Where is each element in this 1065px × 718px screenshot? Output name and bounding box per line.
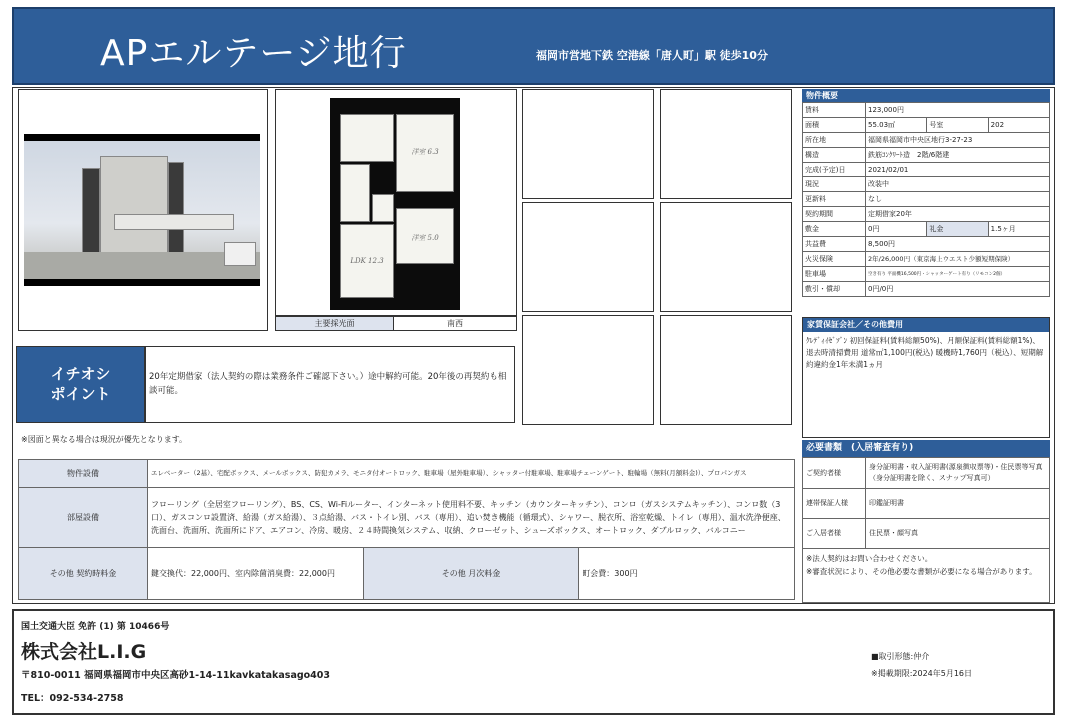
company-footer	[12, 609, 1055, 715]
contractor-docs: 身分証明書・収入証明書(源泉徴収票等)・住民票等写真（身分証明書を除く、スナップ写真可）	[866, 458, 1050, 489]
spec-key: 駐車場	[803, 266, 866, 281]
spec-key: 賃料	[803, 103, 866, 118]
photo-slot	[660, 202, 792, 312]
room-western-2: 洋室 5.0	[396, 208, 454, 264]
highlight-text: 20年定期借家（法人契約の際は業務条件ご確認下さい。）途中解約可能。20年後の再契約も相談可能。	[145, 346, 515, 423]
building-equipment: エレベーター（2基）、宅配ボックス、メールボックス、防犯カメラ、モニタ付オートロック、駐車場（屋外駐車場）、シャッター付駐車場、駐車場チェーンゲート、駐輪場（無料(月額料金)）、プロパンガス	[148, 460, 795, 488]
exterior-photo[interactable]	[24, 134, 260, 286]
highlight-badge	[16, 346, 145, 423]
exterior-photo-frame	[18, 89, 268, 331]
highlight-title-1: イチオシ	[50, 365, 111, 383]
spec-key: 契約期間	[803, 207, 866, 222]
listing-deadline: ※掲載期限:2024年5月16日	[871, 669, 973, 678]
term-value: 定期借家20年	[866, 207, 1050, 222]
room-western-1: 洋室 6.3	[396, 114, 454, 192]
built-date-value: 2021/02/01	[866, 162, 1050, 177]
spec-key: 面積	[803, 117, 866, 132]
spec-key: 敷引・償却	[803, 281, 866, 296]
company-name: 株式会社L.I.G	[21, 641, 147, 663]
spec-key: 共益費	[803, 237, 866, 252]
structure-value: 鉄筋ｺﾝｸﾘｰﾄ造 2階/6階建	[866, 147, 1050, 162]
equipment-key: 部屋設備	[19, 488, 148, 548]
docs-note-1: ※法人契約はお問い合わせください。	[806, 554, 933, 563]
doc-key: 連帯保証人様	[803, 489, 866, 519]
photo-slot	[522, 202, 654, 312]
disclaimer-note: ※図面と異なる場合は現況が優先となります。	[21, 435, 188, 444]
status-value: 改装中	[866, 177, 1050, 192]
photo-slot	[660, 315, 792, 425]
room-ldk: LDK 12.3	[340, 224, 394, 298]
renewal-value: なし	[866, 192, 1050, 207]
equipment-key: 物件設備	[19, 460, 148, 488]
spec-key: 構造	[803, 147, 866, 162]
header-banner	[12, 7, 1055, 85]
guarantee-text: ｸﾚﾃﾞｨｲｾﾞｿﾞﾝ 初回保証料(賃料総額50%)、月額保証料(賃料総額1%)、退去時清掃費用 道常㎡1,100円(税込) 暖機時1,760円（税込）、短期解約違約金1年未満1ヵ月	[806, 336, 1044, 369]
parking-value: 空き有り 平面機16,500円・シャッターゲート有り（リモコン2個）	[866, 266, 1050, 281]
photo-slot	[522, 315, 654, 425]
address-value: 福岡県福岡市中央区地行3-27-23	[866, 132, 1050, 147]
photo-slot	[522, 89, 654, 199]
property-title: APエルテージ地行	[100, 33, 407, 74]
doc-key: ご入居者様	[803, 519, 866, 549]
docs-header: 必要書類 (入居審査有り)	[802, 440, 1050, 457]
main-panel	[12, 87, 1055, 604]
company-phone[interactable]: TEL：092-534-2758	[21, 693, 124, 704]
docs-footnote	[802, 549, 1050, 603]
guarantee-header: 家賃保証会社／その他費用	[803, 318, 1049, 332]
spec-key: 敷金	[803, 222, 866, 237]
spec-key: 号室	[927, 117, 988, 132]
light-direction-row	[275, 316, 517, 331]
monthly-fees: 町会費：300円	[579, 548, 795, 600]
spec-key: 所在地	[803, 132, 866, 147]
light-label: 主要採光面	[276, 317, 394, 330]
required-documents	[802, 440, 1050, 603]
spec-key: 更新料	[803, 192, 866, 207]
transaction-type: ■取引形態:仲介	[871, 652, 930, 661]
deduction-value: 0円/0円	[866, 281, 1050, 296]
highlight-title-2: ポイント	[50, 385, 111, 403]
equipment-key: その他 契約時料金	[19, 548, 148, 600]
property-summary	[802, 89, 1050, 297]
contract-fees: 鍵交換代：22,000円、室内除菌消臭費：22,000円	[148, 548, 364, 600]
common-fee-value: 8,500円	[866, 237, 1050, 252]
area-value: 55.03㎡	[866, 117, 927, 132]
photo-slot	[660, 89, 792, 199]
license-number: 国土交通大臣 免許 (1) 第 10466号	[21, 622, 170, 632]
equipment-key: その他 月次料金	[363, 548, 579, 600]
room-equipment: フローリング（全居室フローリング）、BS、CS、Wi-Fiルーター、インターネット使用料不要、キッチン（カウンターキッチン）、コンロ（ガスシステムキッチン）、コンロ数（3口）、ガスコンロ設置済、給湯（ガス給湯）、３点給湯、バス・トイレ別、バス（専用）、追い焚き機能（循環式）、シャワー、脱衣所、浴室乾燥、トイレ（専用）、温水洗浄便座、洗面台、洗面所、洗面所にドア、エアコン、冷房、暖房、２４時間換気システム、収納、クローゼット、シューズボックス、オートロック、ダブルロック、バルコニー	[148, 488, 795, 548]
light-value: 南西	[447, 319, 463, 328]
spec-key: 火災保険	[803, 251, 866, 266]
deposit-value: 0円	[866, 222, 927, 237]
spec-key: 現況	[803, 177, 866, 192]
room-number-value: 202	[988, 117, 1049, 132]
floorplan-image[interactable]	[330, 98, 460, 310]
guarantor-docs: 印鑑証明書	[866, 489, 1050, 519]
spec-key: 完成(予定)日	[803, 162, 866, 177]
key-money-value: 1.5ヶ月	[988, 222, 1049, 237]
company-address: 〒810-0011 福岡県福岡市中央区高砂1-14-11kavkatakasago403	[21, 670, 331, 681]
rent-value: 123,000円	[866, 103, 1050, 118]
spec-key: 礼金	[927, 222, 988, 237]
equipment-table	[18, 459, 795, 600]
docs-note-2: ※審査状況により、その他必要な書類が必要になる場合があります。	[806, 567, 1037, 576]
doc-key: ご契約者様	[803, 458, 866, 489]
station-info: 福岡市営地下鉄 空港線「唐人町」駅 徒歩10分	[536, 49, 768, 62]
insurance-value: 2年/26,000円（東京海上ウエスト少額短期保険）	[866, 251, 1050, 266]
resident-docs: 住民票・顔写真	[866, 519, 1050, 549]
floorplan-frame	[275, 89, 517, 316]
summary-header: 物件概要	[802, 89, 1050, 102]
guarantee-panel	[802, 317, 1050, 438]
